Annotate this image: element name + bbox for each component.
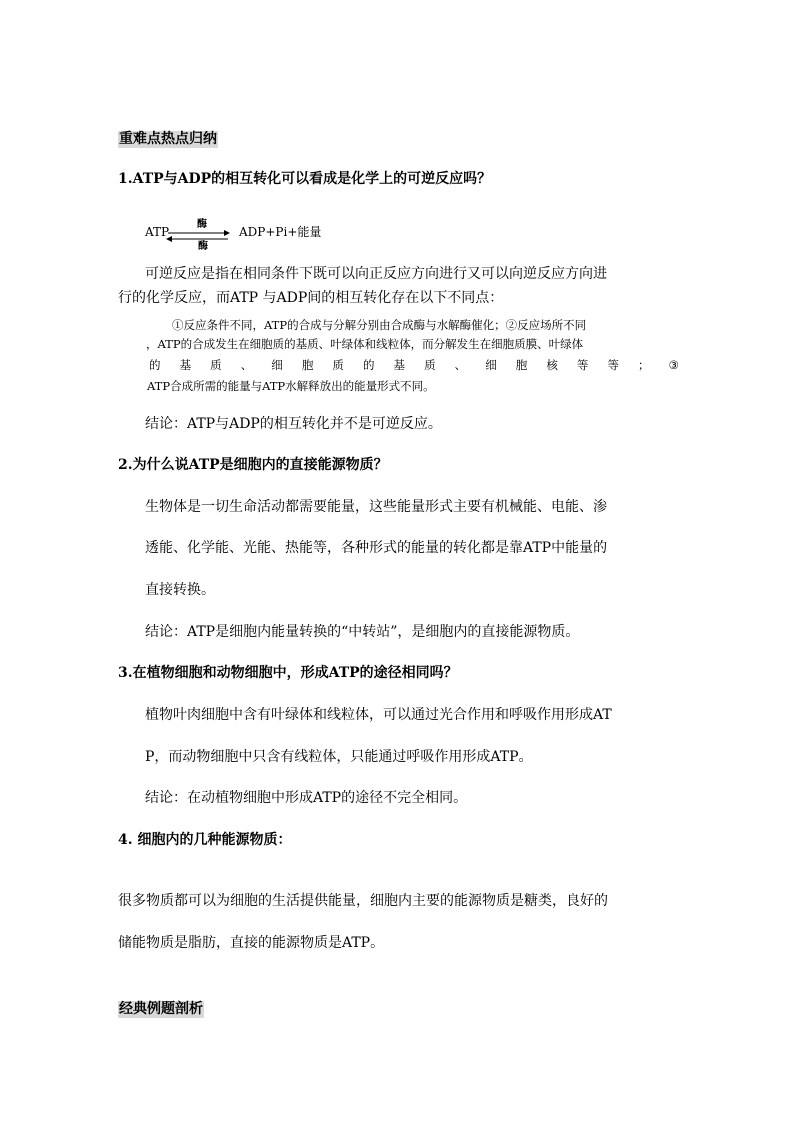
enzyme-label-bottom: 酶 [198, 241, 208, 252]
justified-token: 的 [149, 358, 161, 372]
justified-token: 核 [546, 358, 558, 372]
q3-conclusion: 结论：在动植物细胞中形成ATP的途径不完全相同。 [145, 790, 468, 806]
q3-line-2: P，而动物细胞中只含有线粒体，只能通过呼吸作用形成ATP。 [145, 749, 533, 765]
q1-points-line-4: ATP合成所需的能量与ATP水解释放出的能量形式不同。 [147, 379, 435, 393]
justified-token: 等 [576, 358, 589, 372]
q4-line-1: 很多物质都可以为细胞的生活提供能量，细胞内主要的能源物质是糖类，良好的 [118, 893, 608, 909]
q2-conclusion: 结论：ATP是细胞内能量转换的“中转站”，是细胞内的直接能源物质。 [145, 624, 580, 640]
question-2-title: 2.为什么说ATP是细胞内的直接能源物质？ [118, 457, 388, 473]
reaction-left: ATP [145, 225, 170, 239]
question-4-title: 4. 细胞内的几种能源物质： [118, 832, 292, 848]
question-3-title: 3.在植物细胞和动物细胞中，形成ATP的途径相同吗？ [118, 665, 458, 681]
justified-token: ③ [668, 358, 679, 372]
justified-token: 质 [210, 358, 222, 372]
justified-token: 细 [271, 358, 283, 372]
q2-line-1: 生物体是一切生命活动都需要能量，这些能量形式主要有机械能、电能、渗 [145, 499, 607, 515]
q1-points-line-2: ，ATP的合成发生在细胞质的基质、叶绿体和线粒体，而分解发生在细胞质膜、叶绿体 [146, 337, 584, 351]
q1-conclusion: 结论：ATP与ADP的相互转化并不是可逆反应。 [145, 416, 442, 432]
justified-token: 基 [393, 358, 405, 372]
justified-token: 质 [332, 358, 344, 372]
reaction-right: ADP+Pi+能量 [239, 225, 322, 239]
q4-line-2: 储能物质是脂肪，直接的能源物质是ATP。 [118, 935, 385, 951]
justified-token: ； [638, 358, 650, 372]
enzyme-label-top: 酶 [197, 219, 207, 230]
q1-paragraph-line-2: 行的化学反应，而ATP 与ADP间的相互转化存在以下不同点： [118, 290, 504, 306]
q1-points-line-1: ①反应条件不同，ATP的合成与分解分别由合成酶与水解酶催化；②反应场所不同 [172, 318, 587, 332]
justified-token: 质 [424, 358, 436, 372]
justified-token: 胞 [515, 358, 528, 372]
justified-token: 胞 [301, 358, 314, 372]
q2-line-2: 透能、化学能、光能、热能等，各种形式的能量的转化都是靠ATP中能量的 [145, 540, 608, 556]
justified-token: 等 [607, 358, 619, 372]
justified-token: 的 [362, 358, 375, 372]
justified-token: 、 [240, 358, 253, 372]
q1-paragraph-line-1: 可逆反应是指在相同条件下既可以向正反应方向进行又可以向逆反应方向进 [145, 266, 607, 282]
q3-line-1: 植物叶肉细胞中含有叶绿体和线粒体，可以通过光合作用和呼吸作用形成AT [145, 707, 612, 723]
question-1-title: 1.ATP与ADP的相互转化可以看成是化学上的可逆反应吗？ [118, 171, 492, 187]
q2-line-3: 直接转换。 [145, 582, 215, 598]
justified-token: 、 [454, 358, 467, 372]
justified-token: 细 [485, 358, 497, 372]
justified-token: 基 [179, 358, 192, 372]
q1-points-line-3 [149, 358, 679, 373]
section-heading-focus: 重难点热点归纳 [119, 131, 217, 147]
section-heading-examples: 经典例题剖析 [119, 1001, 203, 1017]
